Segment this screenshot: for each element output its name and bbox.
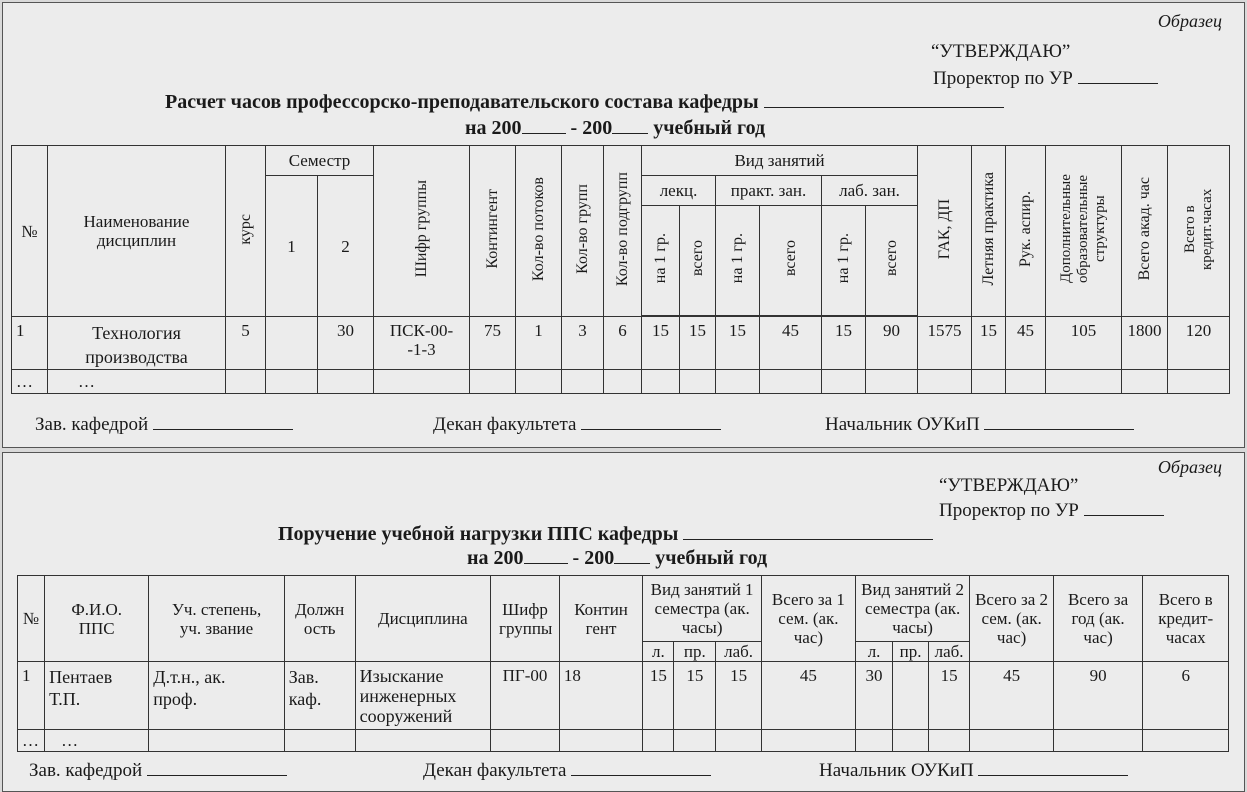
cell-course: 5 <box>226 317 266 370</box>
col-s1-l: л. <box>643 642 674 662</box>
col-s2-l: л. <box>855 642 893 662</box>
col-lect: лекц. <box>642 176 716 206</box>
col-lab: лаб. зан. <box>822 176 918 206</box>
cell-num: … <box>12 370 48 394</box>
cell-lect-per-group: 15 <box>642 317 680 370</box>
col-year-total: Всего за год (ак. час) <box>1053 576 1143 662</box>
prorector-label: Проректор по УР <box>939 500 1079 521</box>
prorector-line <box>939 499 1164 522</box>
col-contingent: Контингент <box>559 576 642 662</box>
cell-contingent: 18 <box>559 662 642 730</box>
col-groups: Кол-во групп <box>562 146 604 317</box>
cell-s1-lab: 15 <box>716 662 762 730</box>
head-signature-field[interactable] <box>153 413 293 430</box>
year-mid: - 200 <box>570 117 613 139</box>
col-lab-total: всего <box>866 206 918 316</box>
col-additional: Дополнительные образовательные структуры <box>1046 146 1122 317</box>
col-sem2-kind: Вид занятий 2 семестра (ак. часы) <box>855 576 970 642</box>
col-degree: Уч. степень, уч. звание <box>149 576 284 662</box>
col-sem1: 1 <box>266 176 318 317</box>
load-table <box>17 575 1229 752</box>
year-start-field[interactable] <box>522 117 566 134</box>
cell-lect-total: 15 <box>680 317 716 370</box>
academic-year-line <box>465 117 765 140</box>
cell-group-code: ПГ-00 <box>491 662 560 730</box>
footer-head: Зав. кафедрой <box>35 413 293 436</box>
cell-gak: 1575 <box>918 317 972 370</box>
cell-sem1 <box>266 317 318 370</box>
year-prefix: на 200 <box>467 547 524 569</box>
cell-pract-total: 45 <box>760 317 822 370</box>
col-subgroups: Кол-во подгрупп <box>604 146 642 317</box>
cell-group-code: ПСК-00- -1-3 <box>374 317 470 370</box>
cell-total-acad: 1800 <box>1122 317 1168 370</box>
col-s1-pr: пр. <box>674 642 716 662</box>
cell-fio: … <box>45 730 149 752</box>
cell-num: 1 <box>18 662 45 730</box>
year-prefix: на 200 <box>465 117 522 139</box>
col-sem2: 2 <box>318 176 374 317</box>
cell-degree: Д.т.н., ак. проф. <box>149 662 284 730</box>
cell-lab-per-group: 15 <box>822 317 866 370</box>
approve-stamp: “УТВЕРЖДАЮ” <box>931 41 1071 62</box>
cell-credit-total: 6 <box>1143 662 1229 730</box>
col-group-code: Шифр группы <box>374 146 470 317</box>
cell-asp: 45 <box>1006 317 1046 370</box>
cell-pract-per-group: 15 <box>716 317 760 370</box>
head-signature-field[interactable] <box>147 759 287 776</box>
cell-total-credit: 120 <box>1168 317 1230 370</box>
table-row <box>12 370 1230 394</box>
col-pract-per-group: на 1 гр. <box>716 206 760 316</box>
col-s2-lab: лаб. <box>928 642 970 662</box>
department-field[interactable] <box>683 523 933 540</box>
col-lab-per-group: на 1 гр. <box>822 206 866 316</box>
cell-s2-pr <box>893 662 928 730</box>
cell-sem1-total: 45 <box>762 662 856 730</box>
col-sem2-total: Всего за 2 сем. (ак. час) <box>970 576 1053 662</box>
cell-position: Зав. каф. <box>284 662 355 730</box>
approve-stamp: “УТВЕРЖДАЮ” <box>939 475 1079 496</box>
cell-summer: 15 <box>972 317 1006 370</box>
cell-contingent: 75 <box>470 317 516 370</box>
col-semester: Семестр <box>266 146 374 176</box>
header-row-1 <box>12 146 1230 176</box>
prorector-line <box>933 67 1158 90</box>
col-num: № <box>12 146 48 317</box>
table-row <box>18 662 1229 730</box>
col-sem1-kind: Вид занятий 1 семестра (ак. часы) <box>643 576 762 642</box>
cell-s2-lab: 15 <box>928 662 970 730</box>
cell-sem2-total: 45 <box>970 662 1053 730</box>
footer-dean: Декан факультета <box>423 759 711 782</box>
cell-discipline: … <box>48 370 226 394</box>
prorector-signature-field[interactable] <box>1084 499 1164 516</box>
cell-subgroups: 6 <box>604 317 642 370</box>
sample-label: Образец <box>1157 11 1222 31</box>
academic-year-line <box>467 547 767 570</box>
col-position: Должность <box>284 576 355 662</box>
cell-discipline: Технология производства <box>48 317 226 370</box>
cell-s2-l: 30 <box>855 662 893 730</box>
col-gak: ГАК, ДП <box>918 146 972 317</box>
department-field[interactable] <box>764 91 1004 108</box>
form-title-text: Поручение учебной нагрузки ППС кафедры <box>278 523 679 545</box>
form-teaching-load-assignment <box>2 452 1245 792</box>
form-title <box>165 91 1004 114</box>
header-row-1 <box>18 576 1229 642</box>
sample-label: Образец <box>1157 457 1222 477</box>
col-total-acad: Всего акад. час <box>1122 146 1168 317</box>
year-start-field[interactable] <box>524 547 568 564</box>
form-title-text: Расчет часов профессорско-преподавательского состава кафедры <box>165 91 759 113</box>
cell-num: 1 <box>12 317 48 370</box>
chief-signature-field[interactable] <box>978 759 1128 776</box>
col-num: № <box>18 576 45 662</box>
form-hours-calculation <box>2 2 1245 448</box>
col-summer: Летняя практика <box>972 146 1006 317</box>
col-pract: практ. зан. <box>716 176 822 206</box>
year-end-field[interactable] <box>612 117 648 134</box>
year-suffix: учебный год <box>653 117 766 139</box>
prorector-signature-field[interactable] <box>1078 67 1158 84</box>
col-credit-total: Всего в кредит-часах <box>1143 576 1229 662</box>
footer-chief: Начальник ОУКиП <box>819 759 1128 782</box>
col-fio: Ф.И.О. ППС <box>45 576 149 662</box>
cell-lab-total: 90 <box>866 317 918 370</box>
cell-year-total: 90 <box>1053 662 1143 730</box>
cell-streams: 1 <box>516 317 562 370</box>
col-contingent: Контингент <box>470 146 516 317</box>
col-activity: Вид занятий <box>642 146 918 176</box>
footer-chief: Начальник ОУКиП <box>825 413 1134 436</box>
cell-s1-pr: 15 <box>674 662 716 730</box>
col-discipline: Наименование дисциплин <box>48 146 226 317</box>
prorector-label: Проректор по УР <box>933 68 1073 89</box>
table-row <box>18 730 1229 752</box>
col-group-code: Шифр группы <box>491 576 560 662</box>
dean-signature-field[interactable] <box>571 759 711 776</box>
col-s1-lab: лаб. <box>716 642 762 662</box>
col-total-credit: Всего в кредит.часах <box>1168 146 1230 317</box>
year-mid: - 200 <box>572 547 615 569</box>
cell-fio: Пентаев Т.П. <box>45 662 149 730</box>
chief-signature-field[interactable] <box>984 413 1134 430</box>
col-lect-total: всего <box>680 206 716 316</box>
dean-signature-field[interactable] <box>581 413 721 430</box>
cell-groups: 3 <box>562 317 604 370</box>
footer-head: Зав. кафедрой <box>29 759 287 782</box>
cell-num: … <box>18 730 45 752</box>
table-row <box>12 317 1230 370</box>
year-suffix: учебный год <box>655 547 768 569</box>
form-title <box>278 523 933 546</box>
col-asp: Рук. аспир. <box>1006 146 1046 317</box>
col-lect-per-group: на 1 гр. <box>642 206 680 316</box>
hours-table <box>11 145 1230 394</box>
cell-sem2: 30 <box>318 317 374 370</box>
footer-dean: Декан факультета <box>433 413 721 436</box>
col-sem1-total: Всего за 1 сем. (ак. час) <box>762 576 856 662</box>
col-course: курс <box>226 146 266 317</box>
col-discipline: Дисциплина <box>355 576 490 662</box>
col-pract-total: всего <box>760 206 822 316</box>
col-s2-pr: пр. <box>893 642 928 662</box>
cell-s1-l: 15 <box>643 662 674 730</box>
year-end-field[interactable] <box>614 547 650 564</box>
col-streams: Кол-во потоков <box>516 146 562 317</box>
cell-additional: 105 <box>1046 317 1122 370</box>
cell-discipline: Изыскание инженерных сооружений <box>355 662 490 730</box>
